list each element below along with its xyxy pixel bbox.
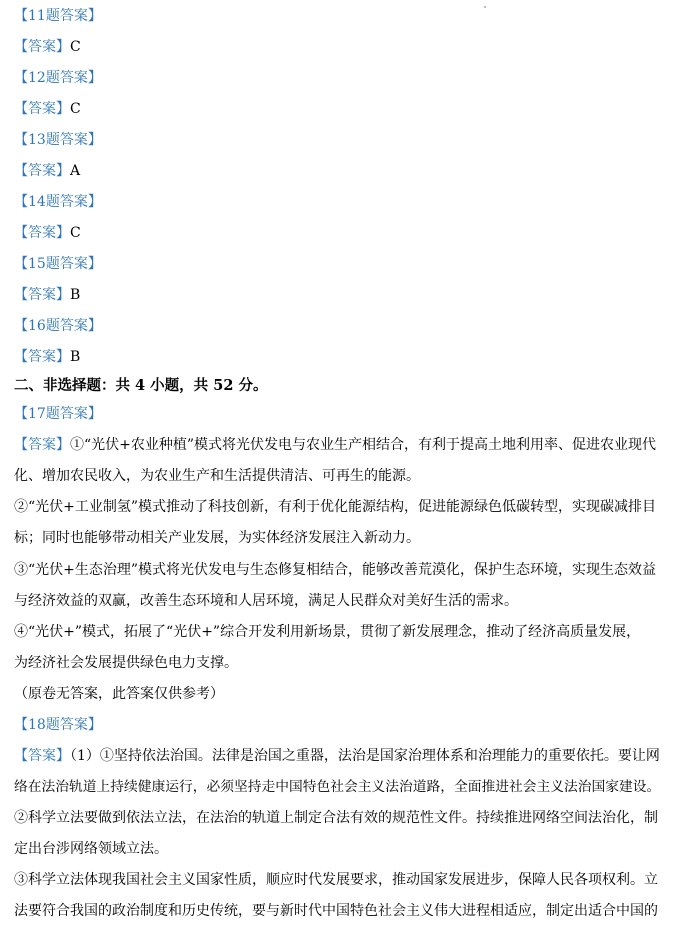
answer-label: 【答案】 <box>14 287 70 303</box>
q18-paragraph-1-line-1: 【答案】（1）①坚持依法治国。法律是治国之重器，法治是国家治理体系和治理能力的重要依托。要让网 <box>14 748 660 764</box>
q17-title: 【17题答案】 <box>14 406 102 422</box>
q18-paragraph-3-line-2: 法要符合我国的政治制度和历史传统，要与新时代中国特色社会主义伟大进程相适应，制定出适合中国的 <box>14 903 658 919</box>
q17-paragraph-1-line-2: 化、增加农民收入，为农业生产和生活提供清洁、可再生的能源。 <box>14 468 420 484</box>
q13-title: 【13题答案】 <box>14 132 102 148</box>
answer-label: 【答案】 <box>14 225 70 241</box>
q11-answer <box>14 37 666 57</box>
q14-answer <box>14 223 666 243</box>
q16-answer <box>14 347 666 367</box>
q17-paragraph-2-line-1: ②“光伏+工业制氢”模式推动了科技创新，有利于优化能源结构，促进能源绿色低碳转型，实现碳减排目 <box>14 499 657 515</box>
answer-label: 【答案】 <box>14 349 70 365</box>
answer-value: B <box>70 349 81 365</box>
q17-paragraph-4-line-2: 为经济社会发展提供绿色电力支撑。 <box>14 655 238 671</box>
answer-label: 【答案】 <box>14 163 70 179</box>
q17-paragraph-2-line-2: 标；同时也能够带动相关产业发展，为实体经济发展注入新动力。 <box>14 530 420 546</box>
q17-paragraph-1-line-1: 【答案】①“光伏+农业种植”模式将光伏发电与农业生产相结合，有利于提高土地利用率、促进农业现代 <box>14 437 657 453</box>
q15-title: 【15题答案】 <box>14 256 102 272</box>
q12-title: 【12题答案】 <box>14 70 102 86</box>
q18-paragraph-2-line-1: ②科学立法要做到依法立法，在法治的轨道上制定合法有效的规范性文件。持续推进网络空间法治化，制 <box>14 810 658 826</box>
answer-value: C <box>70 225 81 241</box>
q11-title: 【11题答案】 <box>14 8 102 24</box>
q17-note: （原卷无答案，此答案仅供参考） <box>14 686 224 702</box>
answer-value: C <box>70 101 81 117</box>
q17-paragraph-3-line-2: 与经济效益的双赢，改善生态环境和人居环境，满足人民群众对美好生活的需求。 <box>14 593 518 609</box>
q18-paragraph-2-line-2: 定出台涉网络领域立法。 <box>14 841 168 857</box>
q18-paragraph-3-line-1: ③科学立法体现我国社会主义国家性质，顺应时代发展要求，推动国家发展进步，保障人民各项权利。立 <box>14 872 658 888</box>
q17-paragraph-4-line-1: ④“光伏+”模式，拓展了“光伏+”综合开发利用新场景，贯彻了新发展理念，推动了经济高质量发展， <box>14 624 641 640</box>
answer-label: 【答案】 <box>14 101 70 117</box>
q16-title: 【16题答案】 <box>14 318 102 334</box>
answer-label: 【答案】 <box>14 39 70 55</box>
section-heading: 二、非选择题：共 4 小题，共 52 分。 <box>14 377 268 394</box>
answer-label: 【答案】 <box>14 437 70 453</box>
answer-value: C <box>70 39 81 55</box>
q18-paragraph-1-line-2: 络在法治轨道上持续健康运行，必须坚持走中国特色社会主义法治道路，全面推进社会主义法治国家建设。 <box>14 779 661 795</box>
q17-paragraph-3-line-1: ③“光伏+生态治理”模式将光伏发电与生态修复相结合，能够改善荒漠化，保护生态环境，实现生态效益 <box>14 562 657 578</box>
q15-answer <box>14 285 666 305</box>
answer-value: B <box>70 287 81 303</box>
q13-answer <box>14 161 666 181</box>
q12-answer <box>14 99 666 119</box>
q18-title: 【18题答案】 <box>14 717 102 733</box>
answer-value: A <box>70 163 81 179</box>
q14-title: 【14题答案】 <box>14 194 102 210</box>
answer-label: 【答案】 <box>14 748 70 764</box>
